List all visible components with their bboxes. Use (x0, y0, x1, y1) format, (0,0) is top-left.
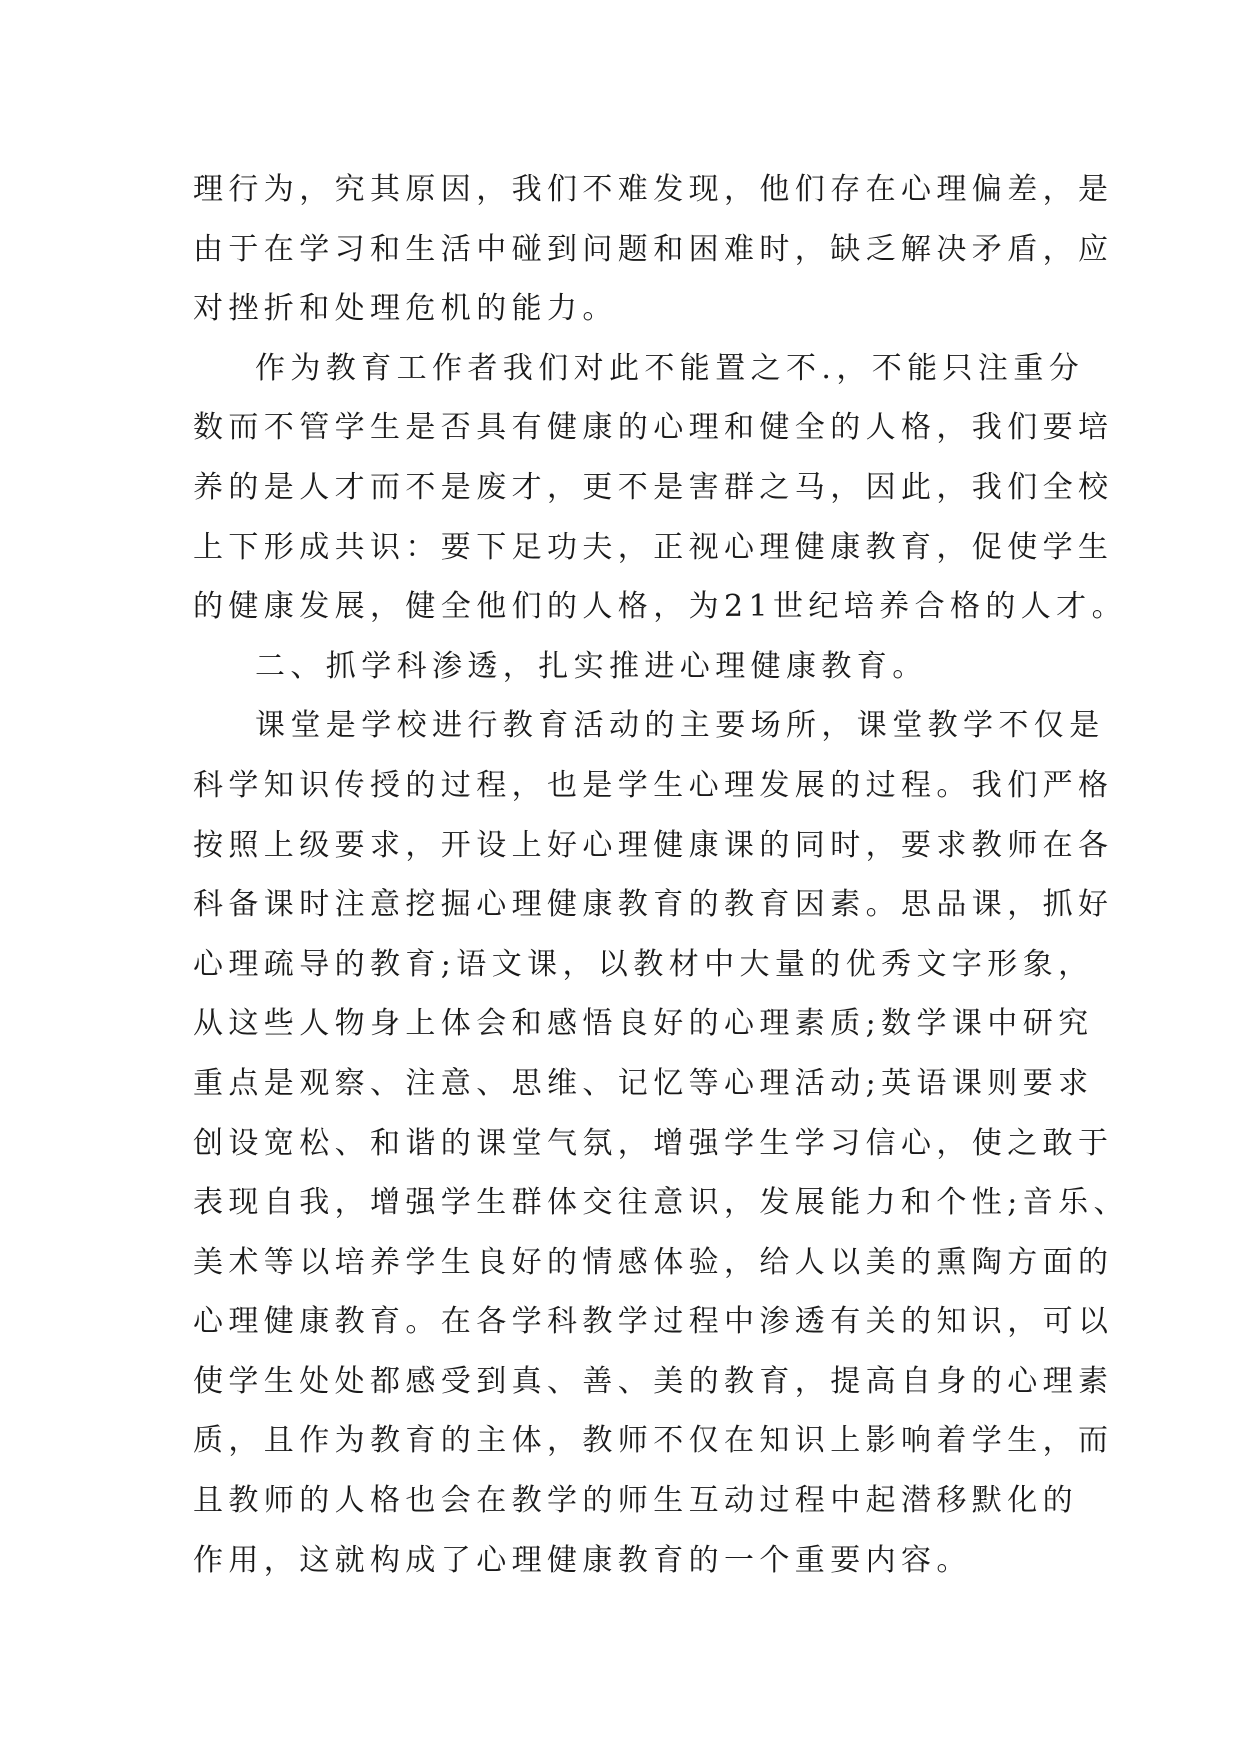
text-line: 表现自我，增强学生群体交往意识，发展能力和个性;音乐、 (193, 1185, 1129, 1221)
text-line: 对挫折和处理危机的能力。 (193, 291, 618, 327)
text-line: 数而不管学生是否具有健康的心理和健全的人格，我们要培 (193, 410, 1114, 446)
text-line: 养的是人才而不是废才，更不是害群之马，因此，我们全校 (193, 469, 1114, 505)
text-line: 科学知识传授的过程，也是学生心理发展的过程。我们严格 (193, 767, 1114, 803)
text-line: 创设宽松、和谐的课堂气氛，增强学生学习信心，使之敢于 (193, 1125, 1114, 1161)
text-line: 且教师的人格也会在教学的师生互动过程中起潜移默化的 (193, 1483, 1078, 1519)
document-body (193, 160, 1129, 1590)
text-line: 作为教育工作者我们对此不能置之不.，不能只注重分 (255, 350, 1085, 386)
text-line: 心理健康教育。在各学科教学过程中渗透有关的知识，可以 (193, 1304, 1114, 1340)
text-line: 使学生处处都感受到真、善、美的教育，提高自身的心理素 (193, 1363, 1114, 1399)
text-line: 由于在学习和生活中碰到问题和困难时，缺乏解决矛盾，应 (193, 231, 1114, 267)
text-line: 从这些人物身上体会和感悟良好的心理素质;数学课中研究 (193, 1006, 1094, 1042)
text-line: 科备课时注意挖掘心理健康教育的教育因素。思品课，抓好 (193, 887, 1114, 923)
text-line: 课堂是学校进行教育活动的主要场所，课堂教学不仅是 (255, 708, 1105, 744)
text-line: 按照上级要求，开设上好心理健康课的同时，要求教师在各 (193, 827, 1114, 863)
text-line: 理行为，究其原因，我们不难发现，他们存在心理偏差，是 (193, 172, 1114, 207)
text-line: 作用，这就构成了心理健康教育的一个重要内容。 (193, 1542, 972, 1578)
text-line: 二、抓学科渗透，扎实推进心理健康教育。 (255, 648, 928, 684)
text-line: 重点是观察、注意、思维、记忆等心理活动;英语课则要求 (193, 1065, 1094, 1101)
text-line: 心理疏导的教育;语文课，以教材中大量的优秀文字形象， (193, 946, 1094, 982)
text-line: 美术等以培养学生良好的情感体验，给人以美的熏陶方面的 (193, 1244, 1114, 1280)
text-line: 上下形成共识：要下足功夫，正视心理健康教育，促使学生 (193, 529, 1114, 565)
text-line: 质，且作为教育的主体，教师不仅在知识上影响着学生，而 (193, 1423, 1114, 1459)
text-line: 的健康发展，健全他们的人格，为21世纪培养合格的人才。 (193, 589, 1127, 625)
